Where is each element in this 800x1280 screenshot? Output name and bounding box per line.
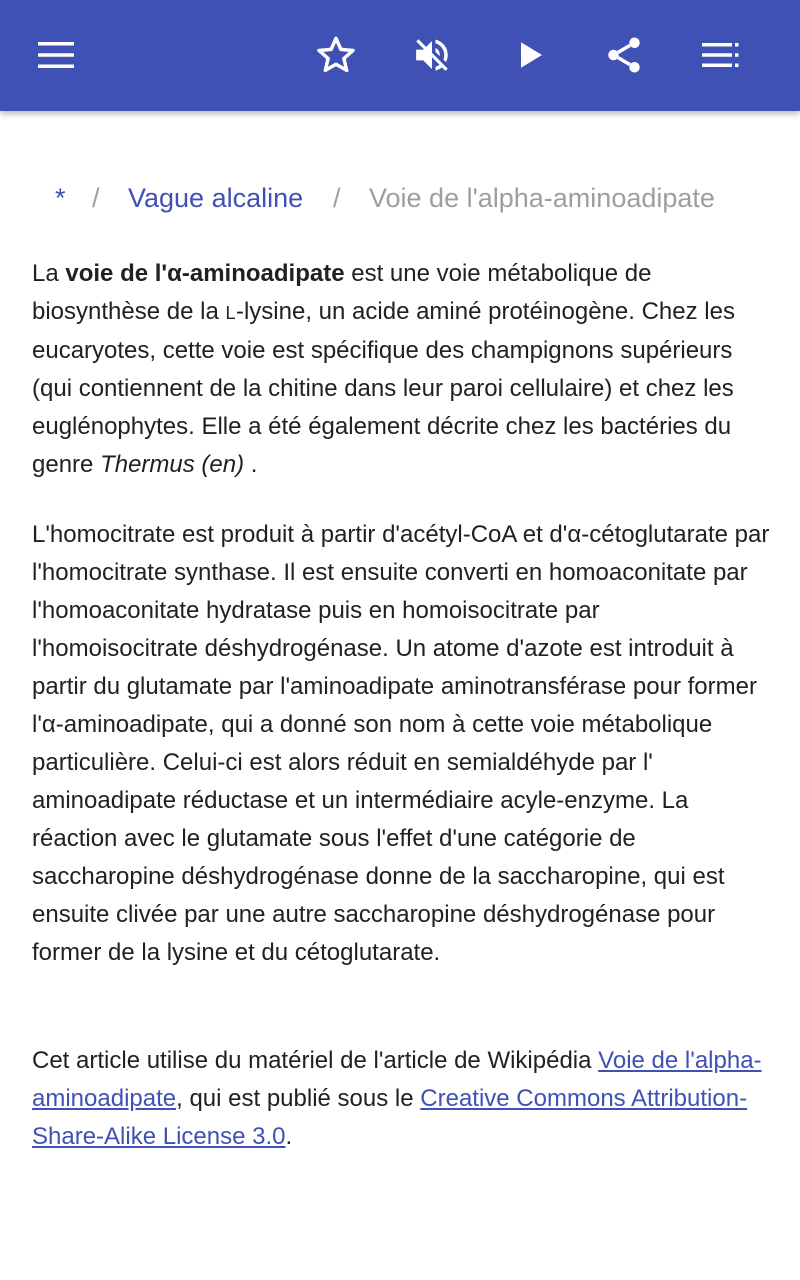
favorite-button[interactable]: [308, 27, 364, 83]
text-run: La: [32, 260, 66, 287]
play-button[interactable]: [502, 27, 558, 83]
table-of-contents-button[interactable]: [692, 27, 748, 83]
text-run: est une voie métabolique de biosynthèse de la: [32, 260, 652, 325]
play-icon: [512, 37, 548, 73]
text-run: .: [285, 1123, 293, 1150]
mute-button[interactable]: [404, 27, 460, 83]
article-term: voie de l'α-aminoadipate: [65, 260, 345, 287]
app-bar: [0, 0, 800, 111]
menu-icon: [36, 40, 76, 70]
wikipedia-article-link[interactable]: Voie de l'alpha-aminoadipate: [32, 1047, 762, 1112]
breadcrumb-parent[interactable]: Vague alcaline: [128, 183, 304, 213]
breadcrumb-separator: /: [92, 183, 100, 213]
menu-button[interactable]: [28, 27, 84, 83]
license-link[interactable]: Creative Commons Attribution-Share-Alike License 3.0: [32, 1085, 748, 1150]
text-run: Cet article utilise du matériel de l'article de Wikipédia: [32, 1047, 599, 1074]
volume-off-icon: [411, 34, 453, 76]
breadcrumb-home[interactable]: *: [55, 183, 66, 213]
genus-name: Thermus (en): [100, 451, 245, 478]
breadcrumb: [0, 178, 800, 222]
share-icon: [603, 34, 645, 76]
breadcrumb-separator: /: [333, 183, 341, 213]
text-run: -lysine, un acide aminé protéinogène. Chez les eucaryotes, cette voie est spécifique des champignons supérieurs (qui contiennent de la chitine dans leur paroi cellulaire) et chez les euglénophytes. Elle a été également décrite chez les bactéries du genre: [32, 298, 735, 478]
star-outline-icon: [315, 34, 357, 76]
text-run: , qui est publié sous le: [176, 1085, 421, 1112]
article-body: [32, 255, 772, 1156]
text-run: .: [244, 451, 258, 478]
share-button[interactable]: [596, 27, 652, 83]
breadcrumb-current: Voie de l'alpha-aminoadipate: [369, 183, 715, 213]
article-pathway-paragraph: L'homocitrate est produit à partir d'acétyl-CoA et d'α-cétoglutarate par l'homocitrate synthase. Il est ensuite converti en homoaconitate par l'homoaconitate hydratase puis en homoisocitrate par l'homoisocitrate déshydrogénase. Un atome d'azote est introduit à partir du glutamate par l'aminoadipate aminotransférase pour former l'α-aminoadipate, qui a donné son nom à cette voie métabolique particulière. Celui-ci est alors réduit en semialdéhyde par l' aminoadipate réductase et un intermédiaire acyle-enzyme. La réaction avec le glutamate sous l'effet d'une catégorie de saccharopine déshydrogénase donne de la saccharopine, qui est ensuite clivée par une autre saccharopine déshydrogénase pour former de la lysine et du cétoglutarate.: [32, 521, 770, 966]
article-intro-paragraph: [32, 255, 772, 484]
attribution-paragraph: [32, 1042, 772, 1156]
list-icon: [700, 40, 740, 70]
smallcaps-letter: L: [225, 303, 236, 323]
